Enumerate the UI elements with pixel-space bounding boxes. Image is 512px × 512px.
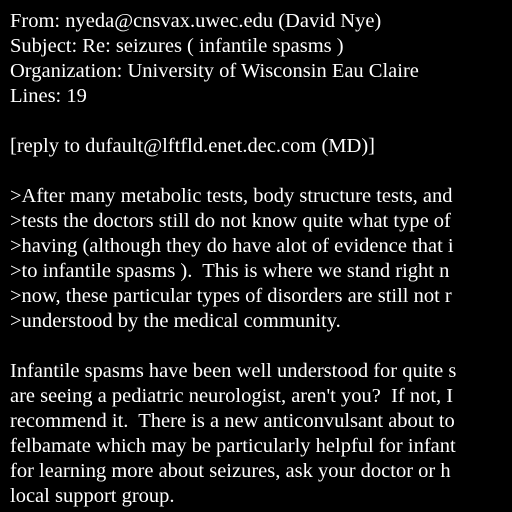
- body-line: for learning more about seizures, ask your doctor or h: [10, 460, 451, 482]
- body-line: felbamate which may be particularly helpful for infant: [10, 435, 456, 457]
- email-message: [10, 9, 512, 509]
- quoted-line: >understood by the medical community.: [10, 310, 341, 332]
- subject-header: Subject: Re: seizures ( infantile spasms ): [10, 35, 344, 57]
- organization-header: Organization: University of Wisconsin Eau Claire: [10, 60, 419, 82]
- quoted-line: >to infantile spasms ). This is where we stand right n: [10, 260, 450, 282]
- from-header: From: nyeda@cnsvax.uwec.edu (David Nye): [10, 10, 382, 32]
- blank-line: [10, 159, 512, 184]
- blank-line: [10, 334, 512, 359]
- quoted-line: >After many metabolic tests, body structure tests, and: [10, 185, 453, 207]
- lines-header: Lines: 19: [10, 85, 87, 107]
- quoted-line: >having (although they do have alot of evidence that i: [10, 235, 454, 257]
- quoted-line: >now, these particular types of disorders are still not r: [10, 285, 452, 307]
- body-line: local support group.: [10, 485, 175, 507]
- body-line: are seeing a pediatric neurologist, aren't you? If not, I: [10, 385, 454, 407]
- reply-to-line: [reply to dufault@lftfld.enet.dec.com (MD)]: [10, 135, 375, 157]
- body-line: recommend it. There is a new anticonvulsant about to: [10, 410, 455, 432]
- quoted-line: >tests the doctors still do not know quite what type of: [10, 210, 451, 232]
- body-line: Infantile spasms have been well understood for quite s: [10, 360, 457, 382]
- blank-line: [10, 109, 512, 134]
